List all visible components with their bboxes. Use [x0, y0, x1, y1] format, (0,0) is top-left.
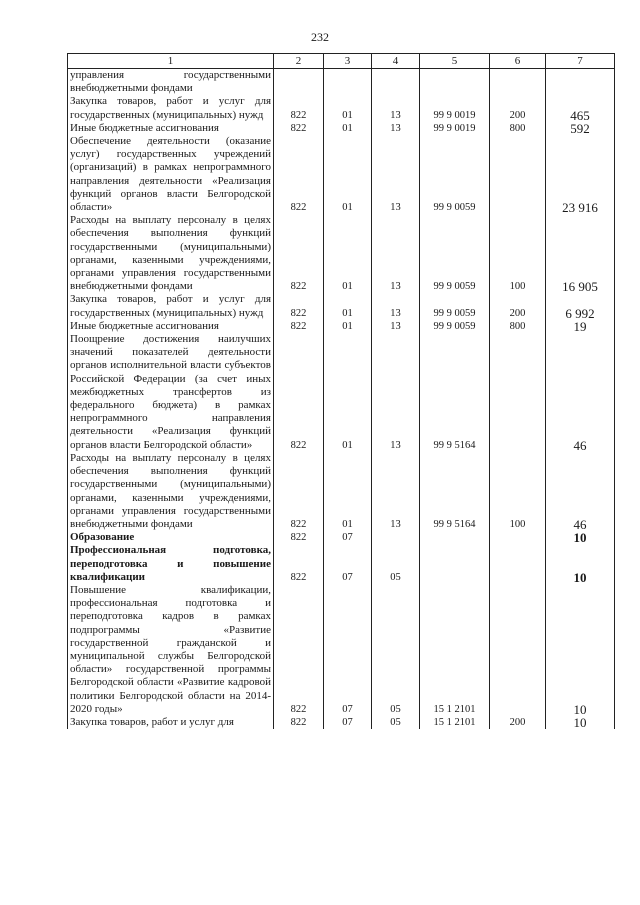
code-administrator: 822 — [274, 333, 324, 452]
row-description: управления государственными внебюджетными фондами — [68, 69, 274, 96]
code-section: 01 — [324, 293, 372, 319]
code-administrator: 822 — [274, 293, 324, 319]
code-section: 07 — [324, 531, 372, 544]
code-target-item: 15 1 2101 — [420, 584, 490, 716]
row-description: Иные бюджетные ассигнования — [68, 320, 274, 333]
code-target-item: 99 9 0059 — [420, 135, 490, 214]
code-subsection: 05 — [372, 716, 420, 729]
code-subsection: 13 — [372, 214, 420, 293]
code-expense-type — [490, 544, 546, 584]
amount: 23 916 — [546, 135, 615, 214]
amount: 6 992 — [546, 293, 615, 319]
code-subsection — [372, 531, 420, 544]
code-subsection: 13 — [372, 293, 420, 319]
code-expense-type: 800 — [490, 122, 546, 135]
code-expense-type: 200 — [490, 95, 546, 121]
code-subsection — [372, 69, 420, 96]
page-number: 232 — [311, 30, 329, 44]
code-section: 07 — [324, 544, 372, 584]
header-cell: 4 — [372, 54, 420, 69]
code-expense-type: 200 — [490, 716, 546, 729]
row-description: Иные бюджетные ассигнования — [68, 122, 274, 135]
table-row — [68, 293, 615, 319]
code-subsection: 13 — [372, 320, 420, 333]
table-row — [68, 584, 615, 716]
header-cell: 5 — [420, 54, 490, 69]
header-cell: 6 — [490, 54, 546, 69]
code-section: 01 — [324, 122, 372, 135]
code-section: 01 — [324, 95, 372, 121]
code-administrator: 822 — [274, 716, 324, 729]
code-expense-type: 800 — [490, 320, 546, 333]
code-subsection: 05 — [372, 584, 420, 716]
code-subsection: 05 — [372, 544, 420, 584]
code-administrator: 822 — [274, 584, 324, 716]
code-administrator: 822 — [274, 214, 324, 293]
amount: 10 — [546, 544, 615, 584]
code-subsection: 13 — [372, 95, 420, 121]
table-row — [68, 122, 615, 135]
table-row — [68, 531, 615, 544]
code-subsection: 13 — [372, 452, 420, 531]
code-expense-type — [490, 531, 546, 544]
row-description: Повышение квалификации, профессиональная подготовка и переподготовка кадров в рамках подпрограммы «Развитие государственной гражданской и муниципальной службы Белгородской области» государственной программы Белгородской области «Развитие кадровой политики Белгородской области на 2014-2020 годы» — [68, 584, 274, 716]
header-cell: 1 — [68, 54, 274, 69]
code-expense-type — [490, 333, 546, 452]
row-description: Закупка товаров, работ и услуг для — [68, 716, 274, 729]
code-section: 01 — [324, 214, 372, 293]
amount: 10 — [546, 584, 615, 716]
row-description: Поощрение достижения наилучших значений показателей деятельности органов исполнительной власти субъектов Российской Федерации (за счет иных межбюджетных трансфертов из федерального бюджета) в рамках непрограммного направления деятельности «Реализация функций органов власти Белгородской области» — [68, 333, 274, 452]
amount: 465 — [546, 95, 615, 121]
code-administrator: 822 — [274, 95, 324, 121]
table-row — [68, 135, 615, 214]
row-description: Закупка товаров, работ и услуг для государственных (муниципальных) нужд — [68, 293, 274, 319]
code-expense-type: 100 — [490, 214, 546, 293]
code-administrator: 822 — [274, 452, 324, 531]
table-row — [68, 716, 615, 729]
code-section: 01 — [324, 320, 372, 333]
code-administrator: 822 — [274, 544, 324, 584]
row-description: Обеспечение деятельности (оказание услуг) государственных учреждений (организаций) в рамках непрограммного направления деятельности «Реализация функций органов власти Белгородской области» — [68, 135, 274, 214]
code-subsection: 13 — [372, 135, 420, 214]
code-administrator: 822 — [274, 135, 324, 214]
code-target-item: 99 9 5164 — [420, 333, 490, 452]
code-target-item — [420, 531, 490, 544]
table-row — [68, 320, 615, 333]
code-target-item — [420, 69, 490, 96]
code-expense-type — [490, 584, 546, 716]
code-subsection: 13 — [372, 333, 420, 452]
table-row — [68, 214, 615, 293]
code-section — [324, 69, 372, 96]
code-expense-type: 100 — [490, 452, 546, 531]
table-row — [68, 69, 615, 96]
row-description: Расходы на выплату персоналу в целях обеспечения выполнения функций государственными (муниципальными) органами, казенными учреждениями, органами управления государственными внебюджетными фондами — [68, 452, 274, 531]
amount: 592 — [546, 122, 615, 135]
code-section: 07 — [324, 584, 372, 716]
row-description: Закупка товаров, работ и услуг для государственных (муниципальных) нужд — [68, 95, 274, 121]
row-description: Профессиональная подготовка, переподготовка и повышение квалификации — [68, 544, 274, 584]
code-target-item: 99 9 0019 — [420, 122, 490, 135]
amount: 19 — [546, 320, 615, 333]
header-cell: 2 — [274, 54, 324, 69]
code-administrator — [274, 69, 324, 96]
code-section: 07 — [324, 716, 372, 729]
code-target-item: 99 9 0059 — [420, 214, 490, 293]
code-administrator: 822 — [274, 320, 324, 333]
table-row — [68, 95, 615, 121]
code-section: 01 — [324, 452, 372, 531]
code-expense-type — [490, 135, 546, 214]
code-section: 01 — [324, 135, 372, 214]
header-row — [68, 54, 615, 69]
header-cell: 3 — [324, 54, 372, 69]
code-administrator: 822 — [274, 531, 324, 544]
code-expense-type: 200 — [490, 293, 546, 319]
code-target-item: 99 9 0059 — [420, 293, 490, 319]
code-target-item — [420, 544, 490, 584]
code-expense-type — [490, 69, 546, 96]
code-section: 01 — [324, 333, 372, 452]
table-row — [68, 333, 615, 452]
table-row — [68, 544, 615, 584]
code-target-item: 99 9 0059 — [420, 320, 490, 333]
table-row — [68, 452, 615, 531]
amount: 46 — [546, 452, 615, 531]
code-target-item: 15 1 2101 — [420, 716, 490, 729]
amount: 16 905 — [546, 214, 615, 293]
row-description: Образование — [68, 531, 274, 544]
code-subsection: 13 — [372, 122, 420, 135]
code-target-item: 99 9 0019 — [420, 95, 490, 121]
amount: 10 — [546, 716, 615, 729]
code-target-item: 99 9 5164 — [420, 452, 490, 531]
amount: 10 — [546, 531, 615, 544]
row-description: Расходы на выплату персоналу в целях обеспечения выполнения функций государственными (муниципальными) органами, казенными учреждениями, органами управления государственными внебюджетными фондами — [68, 214, 274, 293]
budget-table — [67, 53, 615, 729]
amount — [546, 69, 615, 96]
header-cell: 7 — [546, 54, 615, 69]
amount: 46 — [546, 333, 615, 452]
code-administrator: 822 — [274, 122, 324, 135]
